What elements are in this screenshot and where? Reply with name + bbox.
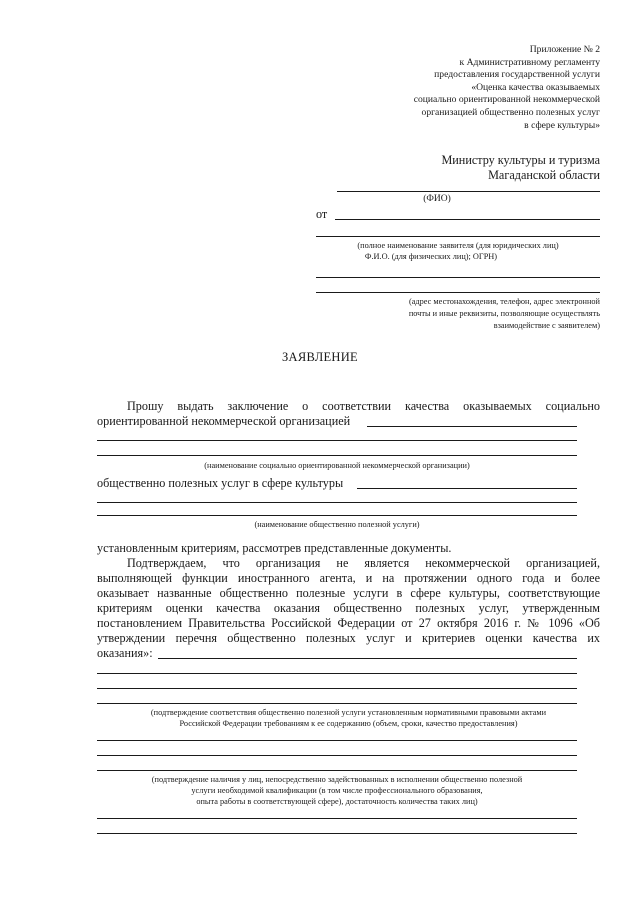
address-fill-line-1[interactable] <box>316 277 600 278</box>
qualification-fill-line-1[interactable] <box>97 740 577 741</box>
recipient-line: Магаданской области <box>488 168 600 182</box>
org-fill-line-3[interactable] <box>97 455 577 456</box>
confirm-line-7: оказания»: <box>97 646 153 660</box>
confirm-line-1: Подтверждаем, что организация не является некоммерческой организацией, <box>127 556 600 570</box>
qualification-caption-2: услуги необходимой квалификации (в том числе профессионального образования, <box>191 786 483 795</box>
qualification-caption-3: опыта работы в соответствующей сфере), достаточность количества таких лиц) <box>196 797 478 806</box>
compliance-caption-2: Российской Федерации требованиям к ее содержанию (объем, сроки, качество предоставления) <box>179 719 518 728</box>
compliance-fill-line-3[interactable] <box>97 688 577 689</box>
qualification-fill-line-2[interactable] <box>97 755 577 756</box>
appendix-line: Приложение № 2 <box>529 44 600 55</box>
qualification-fill-line-3[interactable] <box>97 770 577 771</box>
confirm-line-6: утверждении перечня общественно полезных услуг и критериев оценки качества их <box>97 631 600 645</box>
fio-fill-line[interactable] <box>337 191 600 192</box>
recipient-block <box>360 153 600 183</box>
appendix-line: организацией общественно полезных услуг <box>421 106 600 118</box>
compliance-fill-line-2[interactable] <box>97 673 577 674</box>
appendix-line: в сфере культуры» <box>524 119 600 131</box>
request-line-2: ориентированной некоммерческой организацией <box>97 414 351 428</box>
service-fill-line-3[interactable] <box>97 515 577 516</box>
confirm-line-2: выполняющей функции иностранного агента, и на протяжении одного года и более <box>97 571 600 585</box>
appendix-line: социально ориентированной некоммерческой <box>413 94 600 106</box>
document-title: ЗАЯВЛЕНИЕ <box>282 350 358 364</box>
qualification-caption-1: (подтверждение наличия у лиц, непосредственно задействованных в исполнении общественно полезной <box>151 775 523 784</box>
criteria-text: установленным критериям, рассмотрев представленные документы. <box>97 541 452 555</box>
compliance-fill-line-4[interactable] <box>97 703 577 704</box>
recipient-line: Министру культуры и туризма <box>441 153 600 167</box>
org-fill-line-2[interactable] <box>97 440 577 441</box>
extra-fill-line-2[interactable] <box>97 833 577 834</box>
appendix-line: «Оценка качества оказываемых <box>471 81 600 93</box>
service-caption: (наименование общественно полезной услуги) <box>254 520 420 529</box>
address-caption-1: (адрес местонахождения, телефон, адрес электронной <box>408 297 600 306</box>
confirm-line-4: критериям оценки качества оказания общественно полезных услуг, утвержденным <box>97 601 600 615</box>
applicant-fill-line-2[interactable] <box>316 236 600 237</box>
address-caption-3: взаимодействие с заявителем) <box>493 321 600 330</box>
applicant-caption-2: Ф.И.О. (для физических лиц); ОГРН) <box>364 252 498 261</box>
extra-fill-line-1[interactable] <box>97 818 577 819</box>
compliance-fill-line-inline[interactable] <box>158 658 577 659</box>
applicant-fill-line[interactable] <box>335 219 600 220</box>
applicant-caption-1: (полное наименование заявителя (для юридических лиц) <box>357 241 559 250</box>
service-fill-line-inline[interactable] <box>357 488 577 489</box>
compliance-caption-1: (подтверждение соответствия общественно полезной услуги установленным нормативными правовыми актами <box>150 708 547 717</box>
services-label: общественно полезных услуг в сфере культуры <box>97 476 344 490</box>
service-fill-line-2[interactable] <box>97 502 577 503</box>
appendix-header <box>340 44 600 132</box>
fio-caption: (ФИО) <box>423 194 451 204</box>
from-label: от <box>316 207 328 221</box>
confirm-line-5: постановлением Правительства Российской Федерации от 27 октября 2016 г. № 1096 «Об <box>97 616 600 630</box>
org-caption: (наименование социально ориентированной некоммерческой организации) <box>204 461 470 470</box>
org-fill-line-inline[interactable] <box>367 426 577 427</box>
confirm-line-3: оказывает названные общественно полезные услуги в сфере культуры, соответствующие <box>97 586 600 600</box>
address-fill-line-2[interactable] <box>316 292 600 293</box>
appendix-line: к Административному регламенту <box>459 56 600 68</box>
request-line-1: Прошу выдать заключение о соответствии качества оказываемых социально <box>127 399 600 413</box>
appendix-line: предоставления государственной услуги <box>434 69 600 81</box>
address-caption-2: почты и иные реквизиты, позволяющие осуществлять <box>408 309 600 318</box>
